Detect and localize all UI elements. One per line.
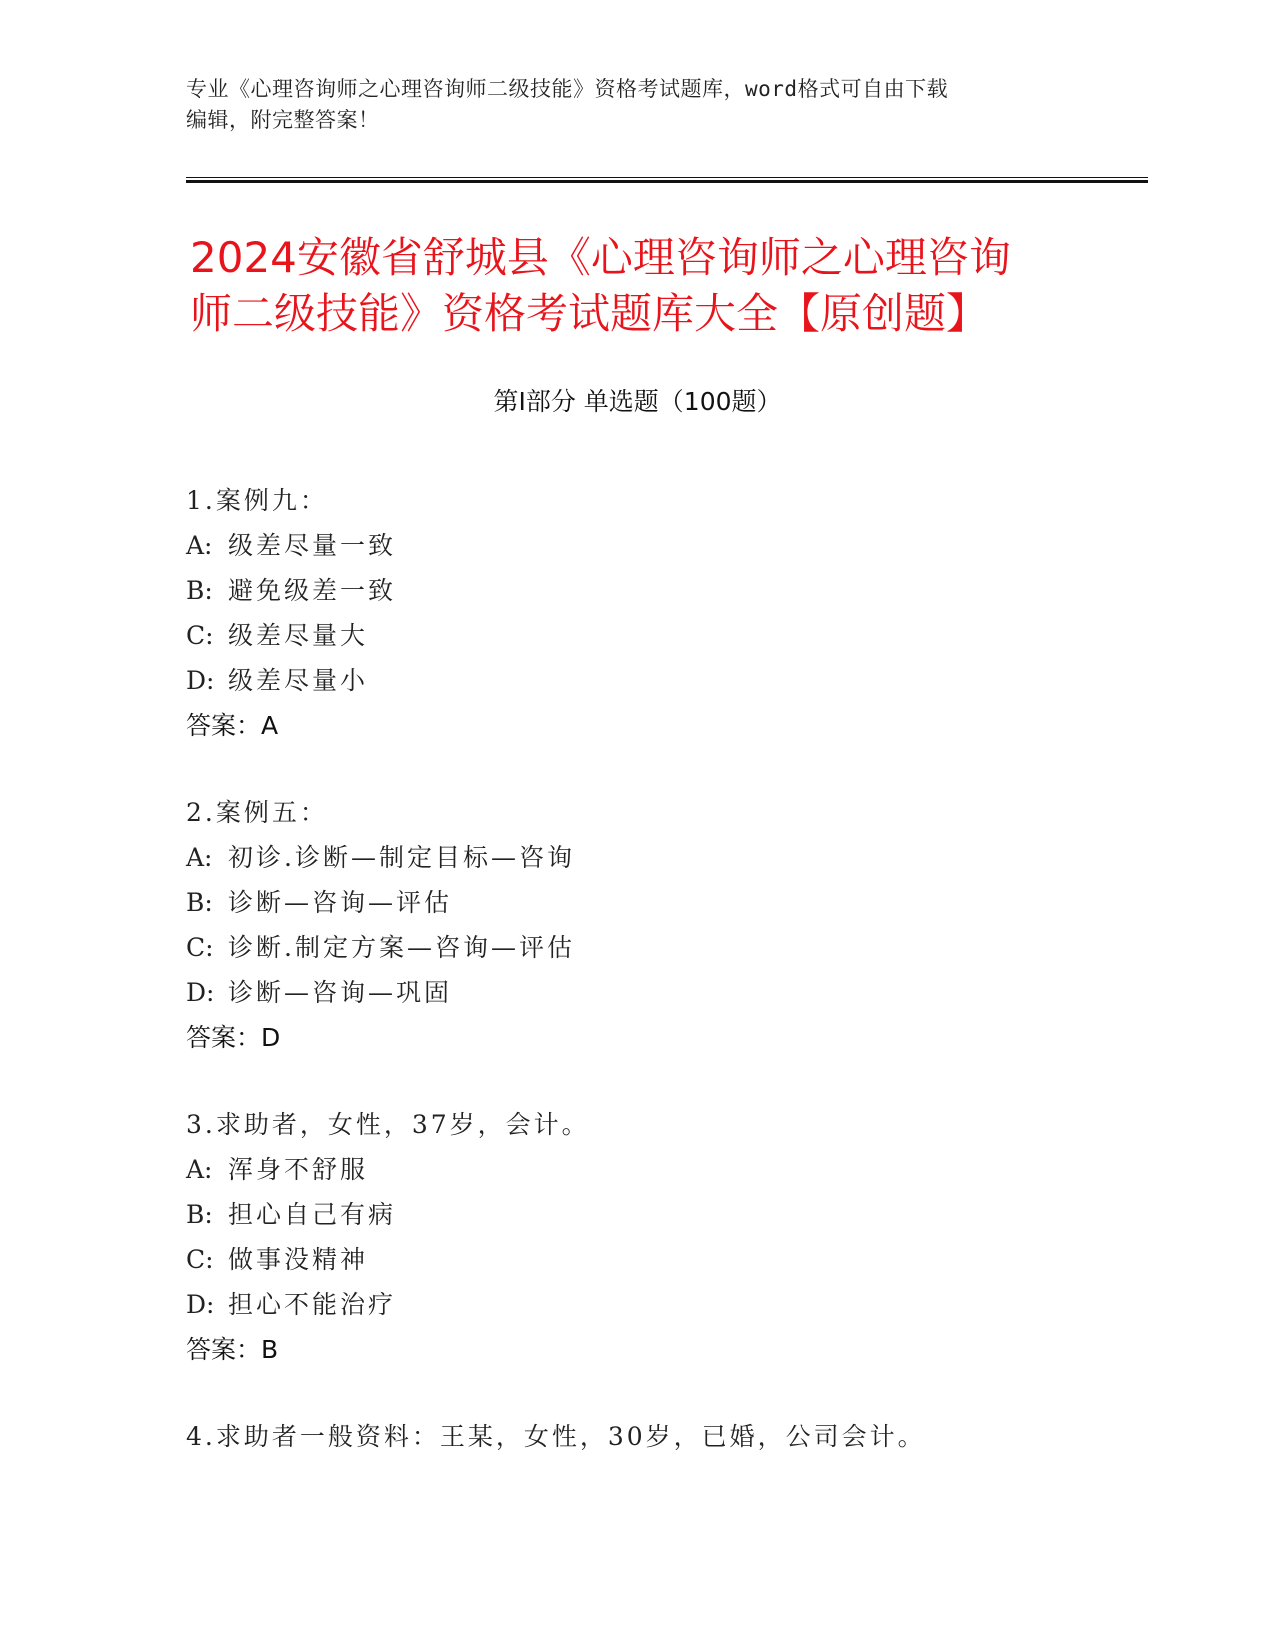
header-divider-thick — [186, 180, 1148, 183]
question-list — [186, 478, 1146, 1501]
question-stem: 3.求助者，女性，37岁，会计。 — [186, 1110, 590, 1139]
option-text: 级差尽量大 — [228, 621, 369, 650]
option-letter: C: — [186, 1245, 214, 1274]
header-note-line-2: 编辑，附完整答案！ — [186, 108, 380, 132]
document-title — [190, 230, 1110, 342]
answer-value: B — [261, 1335, 279, 1364]
question-stem: 1.案例九： — [186, 486, 328, 515]
option-b — [186, 568, 1146, 613]
question-2 — [186, 790, 1146, 1060]
option-text: 浑身不舒服 — [228, 1155, 369, 1184]
option-letter: D: — [186, 1290, 215, 1319]
question-stem: 2.案例五： — [186, 798, 328, 827]
option-c — [186, 1237, 1146, 1282]
option-text: 担心不能治疗 — [228, 1290, 397, 1319]
option-b — [186, 880, 1146, 925]
option-d — [186, 658, 1146, 703]
answer-value: A — [261, 711, 279, 740]
option-letter: B: — [186, 576, 213, 605]
answer-value: D — [261, 1023, 281, 1052]
option-text: 级差尽量小 — [228, 666, 369, 695]
answer-label: 答案： — [186, 711, 262, 740]
section-heading: 第Ⅰ部分 单选题（100题） — [493, 387, 782, 416]
option-c — [186, 613, 1146, 658]
option-letter: B: — [186, 888, 213, 917]
option-text: 级差尽量一致 — [228, 531, 397, 560]
header-note — [186, 74, 1086, 136]
answer-line — [186, 1015, 1146, 1060]
question-1 — [186, 478, 1146, 748]
question-3 — [186, 1102, 1146, 1372]
answer-label: 答案： — [186, 1023, 262, 1052]
question-4 — [186, 1414, 1146, 1459]
option-letter: D: — [186, 666, 215, 695]
option-letter: A: — [186, 1155, 213, 1184]
option-b — [186, 1192, 1146, 1237]
option-text: 做事没精神 — [228, 1245, 369, 1274]
document-title-line-2: 师二级技能》资格考试题库大全【原创题】 — [190, 289, 989, 338]
option-letter: D: — [186, 978, 215, 1007]
option-letter: A: — [186, 843, 213, 872]
option-text: 诊断—咨询—评估 — [228, 888, 453, 917]
option-a — [186, 835, 1146, 880]
question-stem: 4.求助者一般资料：王某，女性，30岁，已婚，公司会计。 — [186, 1422, 926, 1451]
option-text: 避免级差一致 — [228, 576, 397, 605]
option-letter: B: — [186, 1200, 213, 1229]
option-letter: C: — [186, 933, 214, 962]
option-letter: A: — [186, 531, 213, 560]
option-text: 诊断.制定方案—咨询—评估 — [228, 933, 575, 962]
option-text: 担心自己有病 — [228, 1200, 397, 1229]
option-text: 初诊.诊断—制定目标—咨询 — [228, 843, 575, 872]
header-divider-thin — [186, 177, 1148, 178]
answer-line — [186, 703, 1146, 748]
answer-label: 答案： — [186, 1335, 262, 1364]
answer-line — [186, 1327, 1146, 1372]
option-a — [186, 1147, 1146, 1192]
option-d — [186, 970, 1146, 1015]
header-note-line-1: 专业《心理咨询师之心理咨询师二级技能》资格考试题库，word格式可自由下载 — [186, 77, 949, 101]
option-text: 诊断—咨询—巩固 — [228, 978, 453, 1007]
option-c — [186, 925, 1146, 970]
option-letter: C: — [186, 621, 214, 650]
document-title-line-1: 2024安徽省舒城县《心理咨询师之心理咨询 — [190, 233, 1011, 282]
option-d — [186, 1282, 1146, 1327]
option-a — [186, 523, 1146, 568]
